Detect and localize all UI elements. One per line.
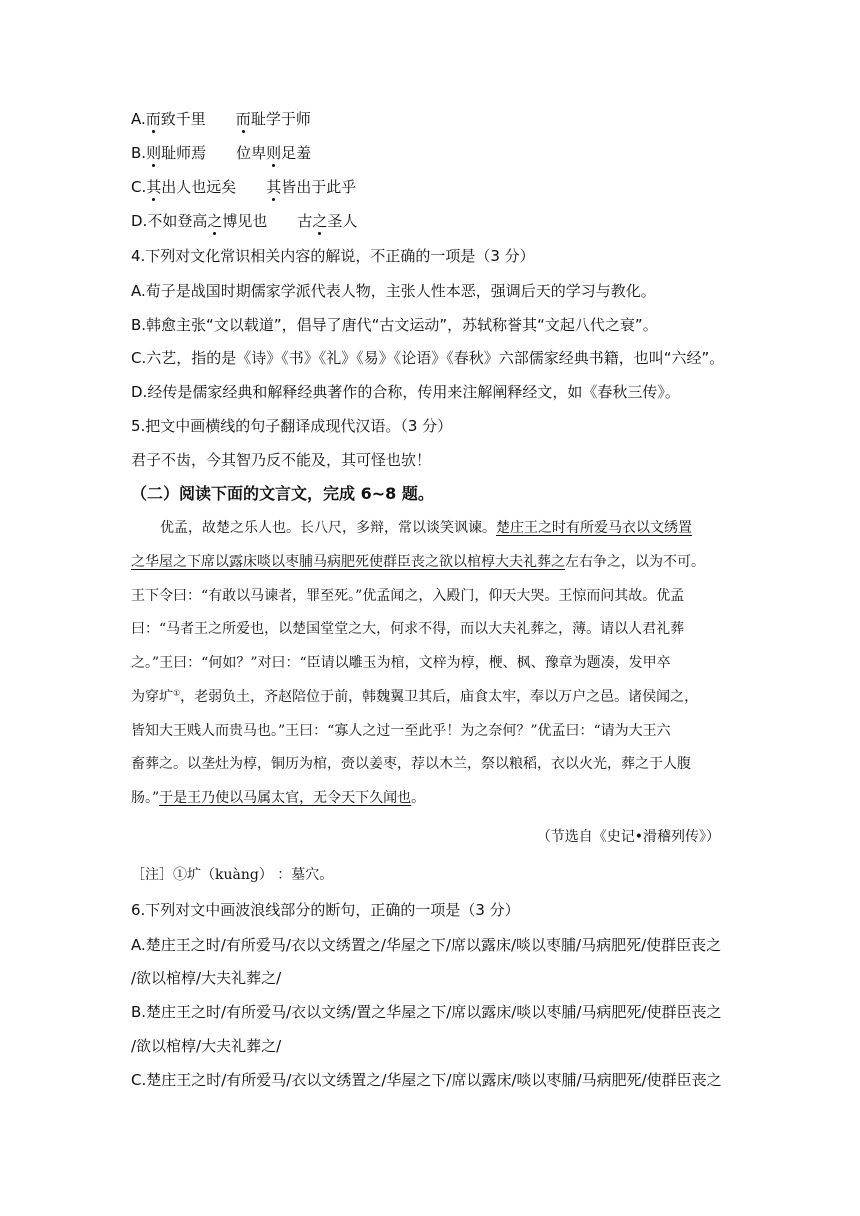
- option-3d: D.不如登高之博见也 古之圣人: [131, 212, 358, 230]
- question-5-sentence: 君子不齿，今其智乃反不能及，其可怪也欤！: [131, 451, 432, 469]
- question-4-stem: 4.下列对文化常识相关内容的解说，不正确的一项是（3 分）: [131, 247, 535, 265]
- passage-line-8: 畜葬之。以垄灶为椁，铜历为棺，赍以姜枣，荐以木兰，祭以粮稻，衣以火光，葬之于人腹: [131, 756, 691, 772]
- section-heading: （二）阅读下面的文言文，完成 6~8 题。: [131, 484, 434, 503]
- question-4-option-d: D.经传是儒家经典和解释经典著作的合称，传用来注解阐释经文，如《春秋三传》。: [131, 383, 680, 401]
- passage-line-3: 王下令曰：“有敢以马谏者，罪至死。”优孟闻之，入殿门，仰天大哭。王惊而问其故。优孟: [131, 588, 685, 604]
- option-3c: C.其出人也远矣 其皆出于此乎: [131, 178, 357, 196]
- question-5-stem: 5.把文中画横线的句子翻译成现代汉语。（3 分）: [131, 417, 453, 435]
- footnote-marker: ①: [173, 688, 181, 698]
- passage-line-6: 为穿圹①，老弱负土，齐赵陪位于前，韩魏翼卫其后，庙食太牢，奉以万户之邑。诸侯闻之，: [131, 688, 699, 705]
- question-4-option-b: B.韩愈主张“文以载道”，倡导了唐代“古文运动”，苏轼称誉其“文起八代之衰”。: [131, 316, 658, 334]
- passage-line-7: 皆知大王贱人而贵马也。”王曰：“寡人之过一至此乎！为之奈何？”优孟曰：“请为大王六: [131, 723, 671, 739]
- question-4-option-c: C.六艺，指的是《诗》《书》《礼》《易》《论语》《春秋》六部儒家经典书籍，也叫“六经”。: [131, 349, 725, 367]
- question-6-option-b-line1: B.楚庄王之时/有所爱马/衣以文绣/置之华屋之下/席以露床/啖以枣脯/马病肥死/使群臣丧之: [131, 1003, 722, 1021]
- question-4-option-a: A.荀子是战国时期儒家学派代表人物，主张人性本恶，强调后天的学习与教化。: [131, 282, 656, 300]
- option-3b: B.则耻师焉 位卑则足羞: [131, 144, 312, 162]
- question-6-option-a-line2: /欲以棺椁/大夫礼葬之/: [131, 969, 282, 987]
- passage-source: （节选自《史记•滑稽列传》）: [536, 829, 720, 845]
- passage-line-9: 肠。”于是王乃使以马属太官，无令天下久闻也。: [131, 790, 426, 806]
- passage-line-2: 之华屋之下席以露床啖以枣脯马病肥死使群臣丧之欲以棺椁大夫礼葬之左右争之，以为不可。: [131, 554, 705, 570]
- question-6-option-a-line1: A.楚庄王之时/有所爱马/衣以文绣置之/华屋之下/席以露床/啖以枣脯/马病肥死/使群臣丧之: [131, 936, 722, 954]
- footnote: ［注］①圹（kuàng） ：墓穴。: [131, 867, 334, 883]
- question-6-option-b-line2: /欲以棺椁/大夫礼葬之/: [131, 1037, 282, 1055]
- question-6-option-c-line1: C.楚庄王之时/有所爱马/衣以文绣置之/华屋之下/席以露床/啖以枣脯/马病肥死/使群臣丧之: [131, 1071, 722, 1089]
- question-6-stem: 6.下列对文中画波浪线部分的断句，正确的一项是（3 分）: [131, 901, 520, 919]
- passage-line-4: 曰：“马者王之所爱也，以楚国堂堂之大，何求不得，而以大夫礼葬之，薄。请以人君礼葬: [131, 621, 685, 637]
- option-3a: A.而致千里 而耻学于师: [131, 110, 311, 128]
- passage-line-1: 优孟，故楚之乐人也。长八尺，多辩，常以谈笑讽谏。楚庄王之时有所爱马衣以文绣置: [160, 520, 692, 536]
- passage-line-5: 之。”王曰：“何如？”对曰：“臣请以雕玉为棺，文梓为椁，楩、枫、豫章为题凑，发甲卒: [131, 655, 671, 671]
